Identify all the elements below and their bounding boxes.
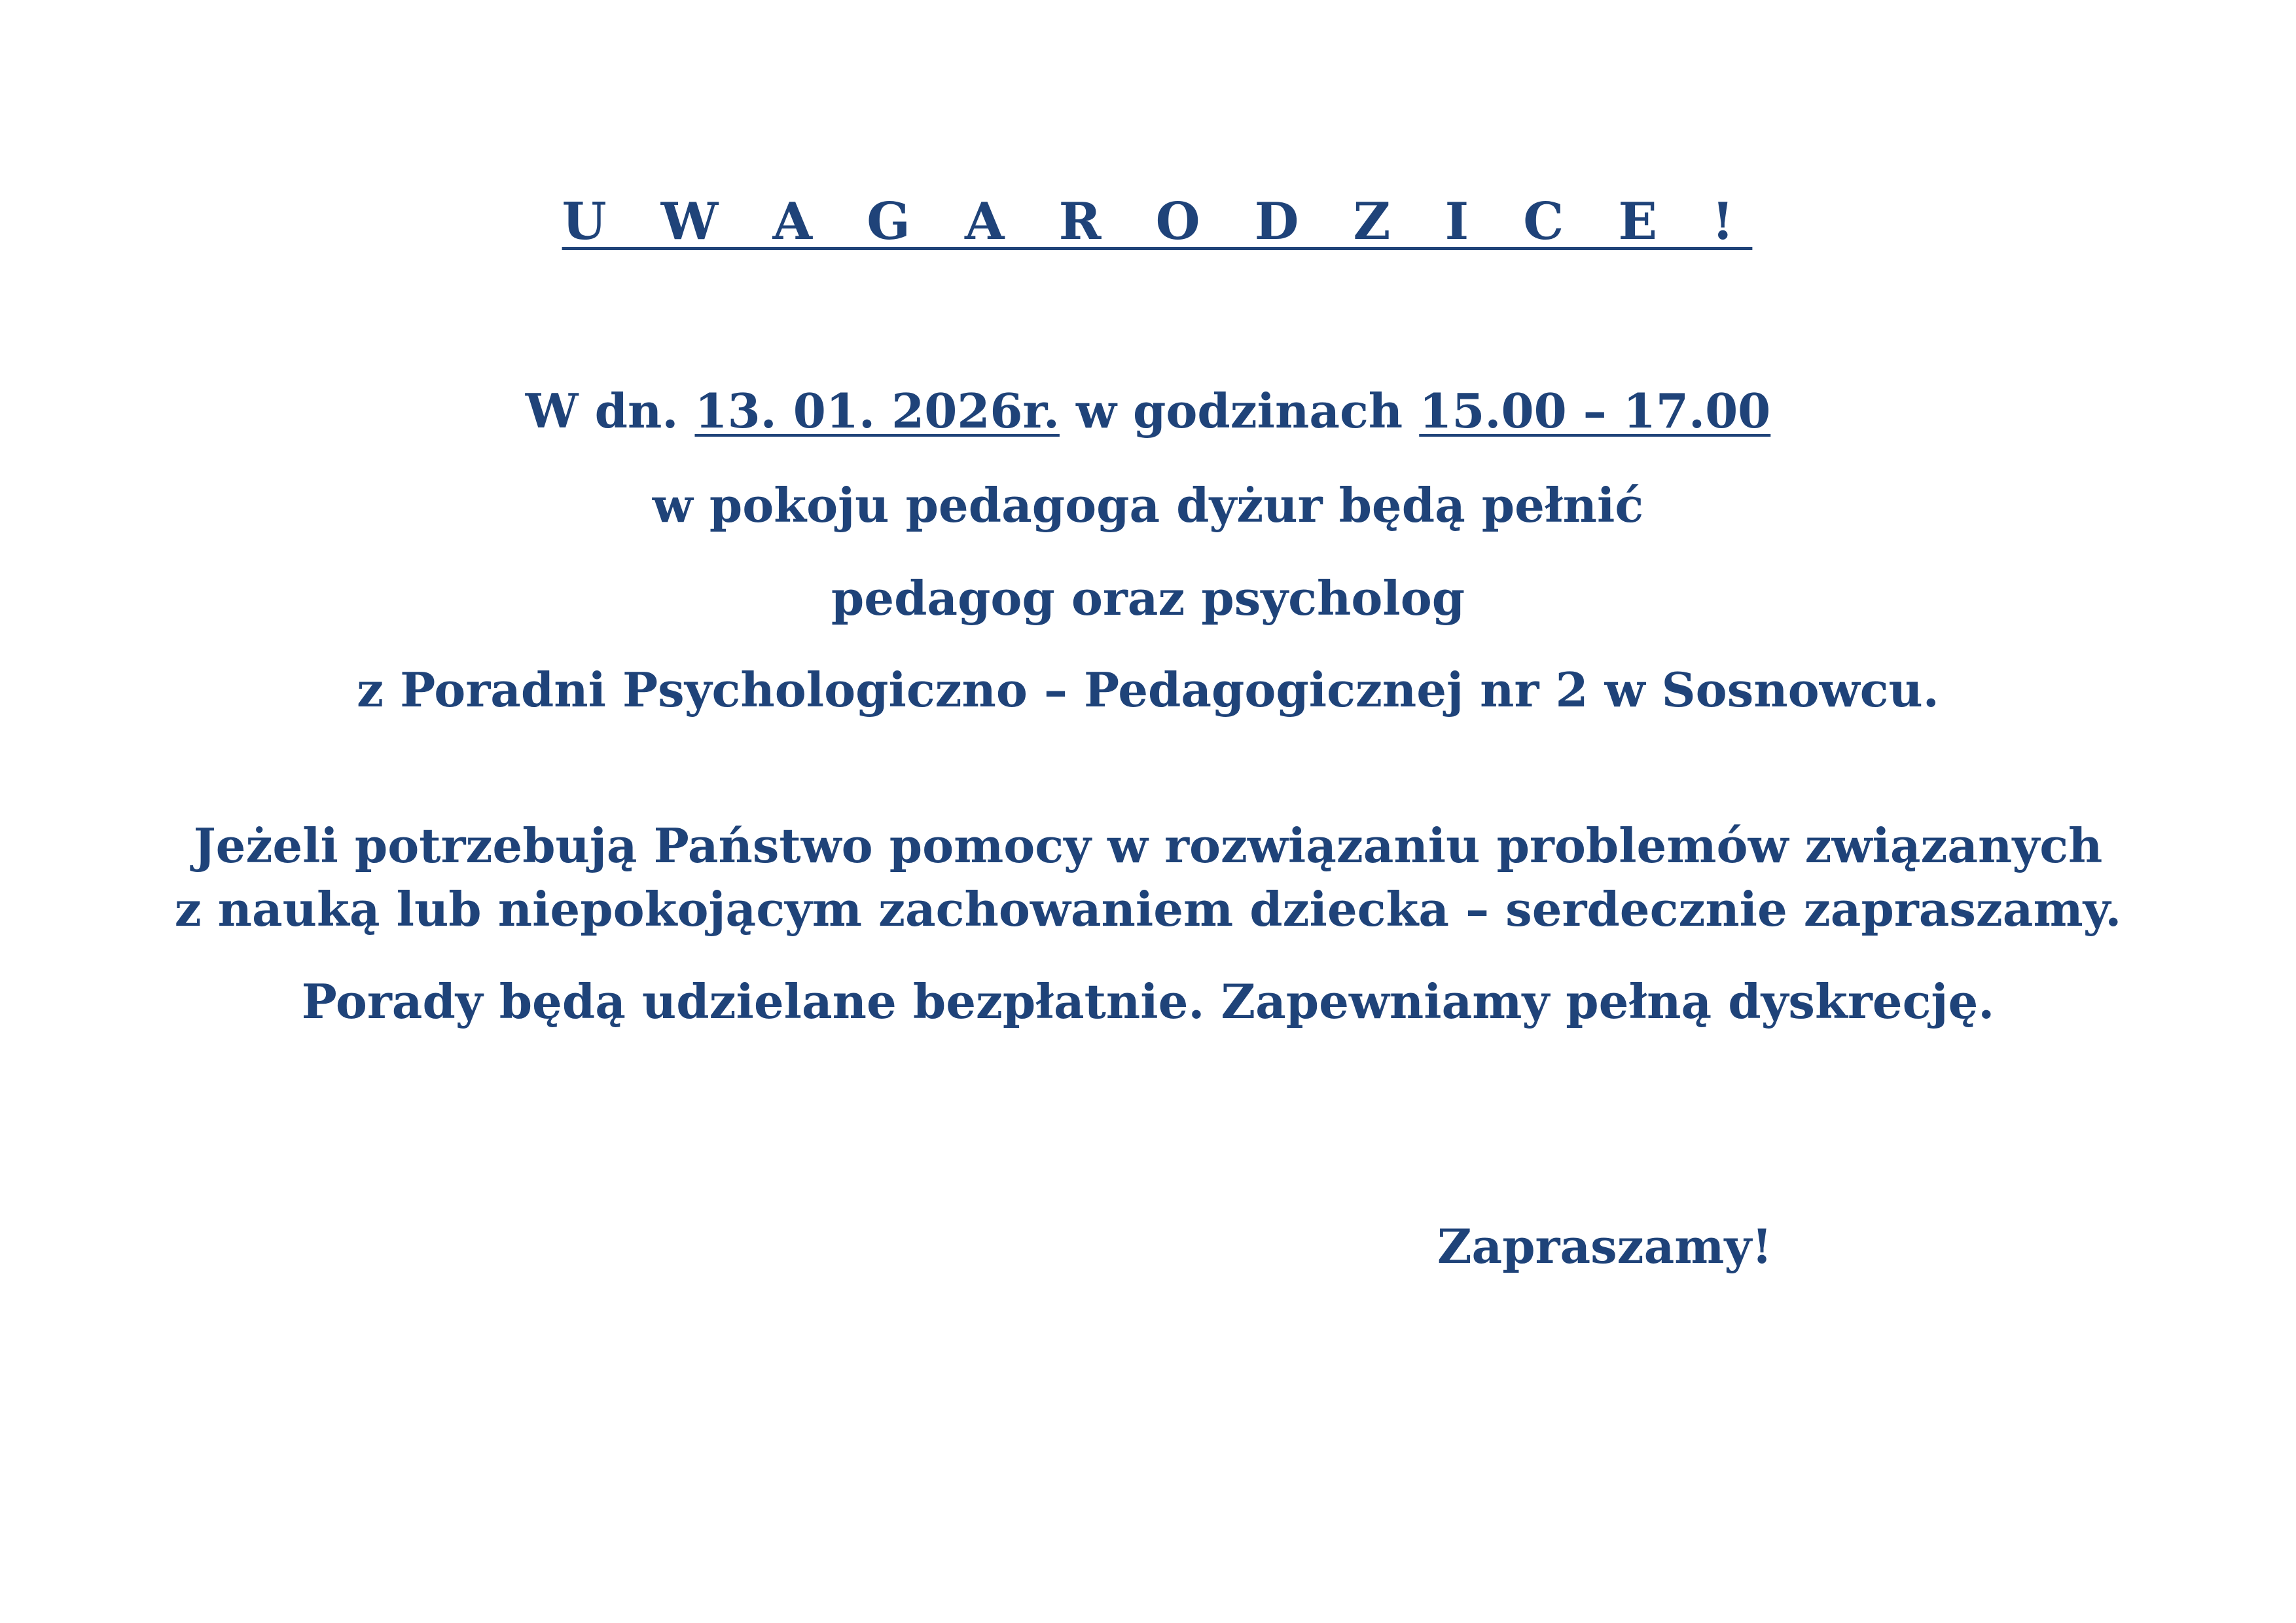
invitation-line-1: Jeżeli potrzebują Państwo pomocy w rozwiązaniu problemów związanych: [193, 818, 2103, 873]
date-prefix: W dn.: [525, 383, 695, 439]
date-time-line: [0, 383, 2296, 439]
closing-text: Zapraszamy!: [1437, 1218, 1772, 1274]
meeting-date: 13. 01. 2026r.: [694, 383, 1060, 439]
staff-line: pedagog oraz psycholog: [831, 570, 1465, 626]
free-advice-line: Porady będą udzielane bezpłatnie. Zapewniamy pełną dyskrecję.: [301, 974, 1995, 1029]
notice-title: [0, 192, 2296, 251]
hours-prefix: w godzinach: [1059, 383, 1420, 439]
notice-title-text: U W A G A R O D Z I C E !: [562, 192, 1753, 251]
institution-line: z Poradni Psychologiczno – Pedagogicznej nr 2 w Sosnowcu.: [357, 662, 1939, 718]
invitation-line-2: z nauką lub niepokojącym zachowaniem dziecka – serdecznie zapraszamy.: [174, 881, 2122, 937]
meeting-hours: 15.00 – 17.00: [1419, 383, 1771, 439]
location-line: w pokoju pedagoga dyżur będą pełnić: [652, 477, 1644, 533]
